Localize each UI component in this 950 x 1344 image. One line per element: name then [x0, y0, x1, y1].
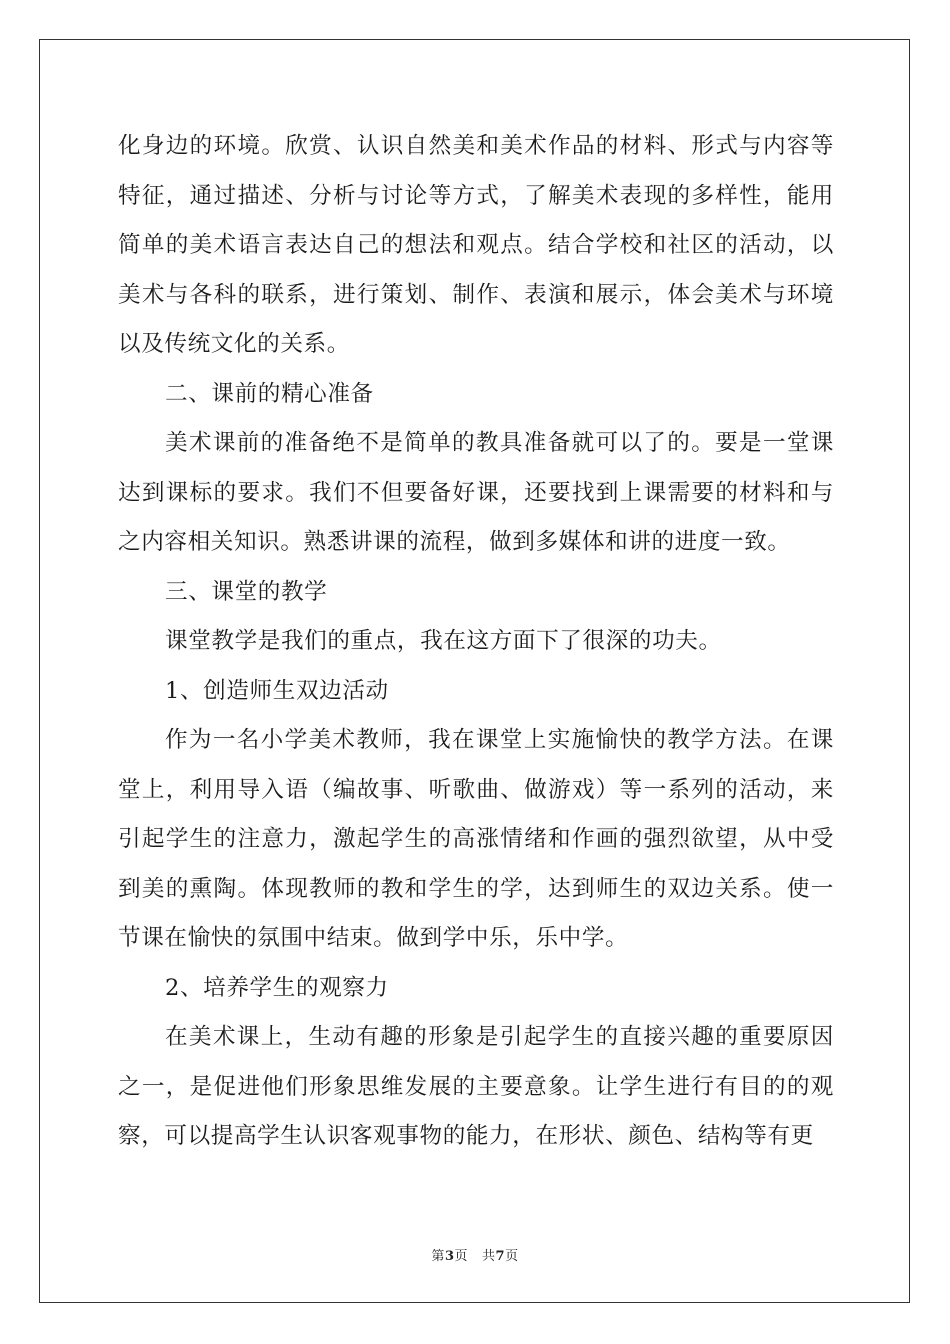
section-heading: 二、课前的精心准备 — [165, 380, 374, 407]
document-body — [118, 122, 834, 1162]
total-page-number: 7 — [495, 1249, 506, 1264]
paragraph: 课堂教学是我们的重点，我在这方面下了很深的功夫。 — [165, 628, 722, 654]
page-prefix: 第 — [431, 1249, 445, 1264]
current-page-number: 3 — [444, 1249, 455, 1264]
paragraph: 在美术课上，生动有趣的形象是引起学生的直接兴趣的重要原因之一，是促进他们形象思维发展的主要意象。让学生进行有目的的观察，可以提高学生认识客观事物的能力，在形状、颜色、结构等有更 — [118, 1024, 834, 1149]
subsection-heading: 1、创造师生双边活动 — [165, 677, 389, 704]
subsection-heading: 2、培养学生的观察力 — [165, 974, 389, 1001]
paragraph: 化身边的环境。欣赏、认识自然美和美术作品的材料、形式与内容等特征，通过描述、分析与讨论等方式，了解美术表现的多样性，能用简单的美术语言表达自己的想法和观点。结合学校和社区的活动，以美术与各科的联系，进行策划、制作、表演和展示，体会美术与环境以及传统文化的关系。 — [118, 133, 834, 357]
total-suffix: 页 — [505, 1249, 519, 1264]
page-suffix: 页 — [454, 1249, 468, 1264]
paragraph: 作为一名小学美术教师，我在课堂上实施愉快的教学方法。在课堂上，利用导入语（编故事、听歌曲、做游戏）等一系列的活动，来引起学生的注意力，激起学生的高涨情绪和作画的强烈欲望，从中受到美的熏陶。体现教师的教和学生的学，达到师生的双边关系。使一节课在愉快的氛围中结束。做到学中乐，乐中学。 — [118, 727, 834, 951]
page-footer — [0, 1245, 950, 1264]
total-prefix: 共 — [482, 1249, 496, 1264]
paragraph: 美术课前的准备绝不是简单的教具准备就可以了的。要是一堂课达到课标的要求。我们不但要备好课，还要找到上课需要的材料和与之内容相关知识。熟悉讲课的流程，做到多媒体和讲的进度一致。 — [118, 430, 834, 555]
section-heading: 三、课堂的教学 — [165, 578, 328, 605]
